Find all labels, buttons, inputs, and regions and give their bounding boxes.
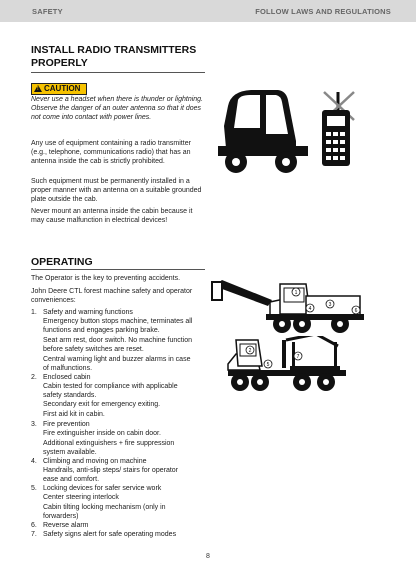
paragraph-1: Any use of equipment containing a radio transmitter (e.g., telephone, communications radio) that has an antenna inside the cab is strictly prohibited. — [31, 140, 191, 165]
callout-2: 2 — [248, 348, 252, 354]
list-item-label: Enclosed cabin — [43, 374, 91, 381]
section-title-radio: INSTALL RADIO TRANSMITTERS PROPERLY — [31, 44, 197, 69]
warning-triangle-icon: ! — [34, 85, 42, 92]
forwarder-icon — [226, 336, 354, 392]
list-item-number: 1. — [31, 309, 37, 316]
list-item-number: 5. — [31, 485, 37, 492]
paragraph-3: Never mount an antenna inside the cabin because it may cause malfunction in electrical devices! — [31, 208, 193, 224]
list-item-label: Climbing and moving on machine — [43, 458, 147, 465]
list-item-label: Locking devices for safer service work — [43, 485, 162, 492]
list-item-label: Fire prevention — [43, 421, 90, 428]
list-subitem: Center steering interlock — [43, 494, 119, 501]
callout-5: 5 — [266, 362, 270, 368]
list-item-label: Reverse alarm — [43, 522, 89, 529]
list-subitem: Fire extinguisher inside on cabin door. — [43, 430, 161, 437]
list-subitem: Secondary exit for emergency exiting. — [43, 401, 161, 408]
list-subitem: Seat arm rest, door switch. No machine function before safety switches are reset. — [43, 337, 193, 353]
list-subitem: Additional extinguishers + fire suppression system available. — [43, 440, 175, 456]
callout-7: 7 — [296, 354, 300, 360]
list-subitem: Central warning light and buzzer alarms in case of malfunctions. — [43, 356, 191, 372]
caution-label: CAUTION — [44, 84, 81, 93]
list-item-number: 3. — [31, 421, 37, 428]
page-number: 8 — [206, 553, 210, 560]
list-subitem: Handrails, anti-slip steps/ stairs for operator ease and comfort. — [43, 467, 178, 483]
list-subitem: First aid kit in cabin. — [43, 411, 105, 418]
header-chapter-label: FOLLOW LAWS AND REGULATIONS — [255, 7, 391, 16]
list-item-label: Safety signs alert for safe operating modes — [43, 531, 177, 538]
list-subitem: Cabin tilting locking mechanism (only in forwarders) — [43, 504, 166, 520]
callout-1: 1 — [294, 290, 298, 296]
phone-icon — [316, 90, 358, 170]
list-subitem: Cabin tested for compliance with applicable safety standards. — [43, 383, 178, 399]
list-item-label: Safety and warning functions — [43, 309, 133, 316]
cab-icon — [216, 86, 316, 176]
section-title-operating: OPERATING — [31, 256, 93, 268]
caution-text: Never use a headset when there is thunder or lightning. Observe the danger of an outer antenna so that it does not come into contact with power lines. — [31, 96, 203, 121]
harvester-icon — [210, 276, 370, 334]
intro-line-2: John Deere CTL forest machine safety and operator conveniences: — [31, 288, 193, 304]
section-divider — [31, 269, 205, 270]
list-item-number: 6. — [31, 522, 37, 529]
header-section-label: SAFETY — [32, 7, 63, 16]
list-item-number: 2. — [31, 374, 37, 381]
list-subitem: Emergency button stops machine, terminates all functions and engages parking brake. — [43, 318, 193, 334]
page-header — [0, 0, 416, 22]
list-item-number: 7. — [31, 531, 37, 538]
section-divider — [31, 72, 205, 73]
callout-4: 4 — [308, 306, 312, 312]
list-item-number: 4. — [31, 458, 37, 465]
caution-badge — [31, 83, 87, 95]
callout-6: 6 — [354, 308, 358, 314]
intro-line-1: The Operator is the key to preventing accidents. — [31, 275, 181, 282]
callout-3: 3 — [328, 302, 332, 308]
paragraph-2: Such equipment must be permanently installed in a proper manner with an antenna on a suitable grounded plate outside the cab. — [31, 178, 202, 203]
